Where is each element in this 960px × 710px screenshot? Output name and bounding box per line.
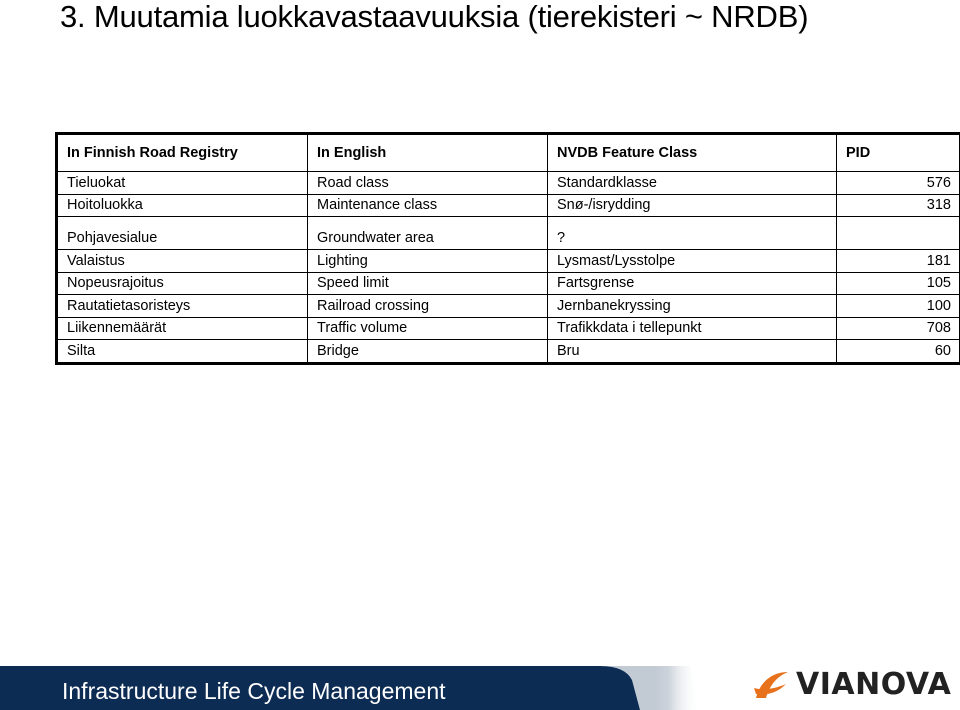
cell-pid: 60 (837, 340, 960, 364)
cell-finnish: Rautatietasoristeys (57, 295, 308, 318)
header-nvdb: NVDB Feature Class (548, 134, 837, 172)
cell-english: Maintenance class (308, 194, 548, 217)
table-row (57, 272, 960, 295)
slide-title: 3. Muutamia luokkavastaavuuksia (tierekisteri ~ NRDB) (60, 0, 809, 34)
logo-text: VIANOVA (796, 667, 952, 702)
cell-pid (837, 217, 960, 250)
cell-pid: 105 (837, 272, 960, 295)
vianova-logo (752, 666, 956, 704)
table-row (57, 194, 960, 217)
cell-finnish: Pohjavesialue (57, 217, 308, 250)
cell-pid: 100 (837, 295, 960, 318)
footer-text: Infrastructure Life Cycle Management (62, 678, 446, 704)
table-row (57, 295, 960, 318)
cell-english: Bridge (308, 340, 548, 364)
vianova-swoosh-icon (752, 668, 792, 702)
cell-pid: 181 (837, 250, 960, 273)
cell-pid: 708 (837, 317, 960, 340)
table-header-row (57, 134, 960, 172)
header-pid: PID (837, 134, 960, 172)
class-mapping-table (55, 132, 960, 365)
class-mapping-table-container (55, 132, 959, 365)
cell-nvdb: Jernbanekryssing (548, 295, 837, 318)
cell-finnish: Tieluokat (57, 172, 308, 195)
cell-finnish: Nopeusrajoitus (57, 272, 308, 295)
cell-nvdb: Lysmast/Lysstolpe (548, 250, 837, 273)
cell-nvdb: Trafikkdata i tellepunkt (548, 317, 837, 340)
cell-pid: 576 (837, 172, 960, 195)
table-row (57, 340, 960, 364)
table-row (57, 250, 960, 273)
cell-nvdb: Bru (548, 340, 837, 364)
cell-nvdb: Fartsgrense (548, 272, 837, 295)
table-row (57, 172, 960, 195)
cell-english: Railroad crossing (308, 295, 548, 318)
cell-finnish: Hoitoluokka (57, 194, 308, 217)
cell-nvdb: Snø-/isrydding (548, 194, 837, 217)
cell-nvdb: Standardklasse (548, 172, 837, 195)
cell-english: Traffic volume (308, 317, 548, 340)
header-finnish: In Finnish Road Registry (57, 134, 308, 172)
cell-nvdb: ? (548, 217, 837, 250)
table-row (57, 217, 960, 250)
cell-english: Road class (308, 172, 548, 195)
cell-finnish: Liikennemäärät (57, 317, 308, 340)
cell-english: Lighting (308, 250, 548, 273)
cell-finnish: Silta (57, 340, 308, 364)
cell-english: Groundwater area (308, 217, 548, 250)
cell-finnish: Valaistus (57, 250, 308, 273)
cell-english: Speed limit (308, 272, 548, 295)
header-english: In English (308, 134, 548, 172)
table-row (57, 317, 960, 340)
cell-pid: 318 (837, 194, 960, 217)
